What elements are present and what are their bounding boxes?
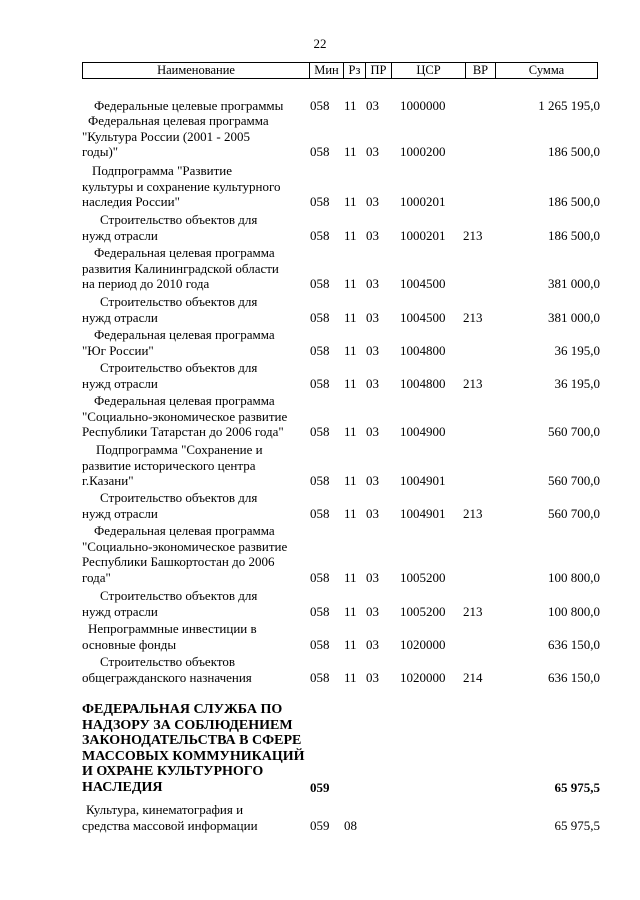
row-min: 058 [310, 603, 330, 619]
row-min: 059 [310, 779, 330, 795]
row-name-line: Культура, кинематография и [86, 802, 244, 817]
row-name-line: ФЕДЕРАЛЬНАЯ СЛУЖБА ПО [82, 702, 283, 717]
row-name-line: Строительство объектов для [100, 588, 258, 603]
row-csr: 1000201 [400, 227, 446, 243]
row-name [82, 523, 300, 585]
row-csr: 1005200 [400, 569, 446, 585]
row-vr: 213 [463, 309, 483, 325]
row-csr: 1000201 [400, 194, 446, 209]
row-pr: 03 [366, 276, 379, 291]
row-rz: 11 [344, 227, 357, 243]
row-name [82, 621, 300, 652]
row-rz: 11 [344, 276, 357, 291]
row-name-line: Федеральная целевая программа [88, 113, 269, 128]
row-name-line: общегражданского назначения [82, 669, 252, 685]
row-sum: 560 700,0 [548, 424, 600, 439]
row-rz: 11 [344, 375, 357, 391]
row-rz: 11 [344, 98, 357, 113]
row-name-line: года" [82, 569, 111, 585]
row-pr: 03 [366, 424, 379, 439]
row-name-line: НАДЗОРУ ЗА СОБЛЮДЕНИЕМ [82, 717, 293, 733]
row-name-line: Строительство объектов для [100, 212, 258, 227]
row-rz: 11 [344, 144, 357, 159]
header-sum: Сумма [495, 63, 597, 78]
row-sum: 36 195,0 [554, 375, 600, 391]
row-name [82, 490, 300, 521]
row-name-line: Подпрограмма "Развитие [92, 163, 233, 178]
row-name-line: Федеральные целевые программы [94, 98, 284, 113]
row-csr: 1000000 [400, 98, 446, 113]
row-sum: 186 500,0 [548, 194, 600, 209]
row-pr: 03 [366, 342, 379, 358]
header-csr: ЦСР [391, 63, 465, 78]
row-min: 058 [310, 194, 330, 209]
row-sum: 636 150,0 [548, 636, 600, 652]
row-pr: 03 [366, 603, 379, 619]
row-sum: 186 500,0 [548, 227, 600, 243]
row-pr: 03 [366, 98, 379, 113]
row-pr: 03 [366, 473, 379, 488]
row-vr: 213 [463, 505, 483, 521]
row-sum: 560 700,0 [548, 473, 600, 488]
row-name [82, 294, 300, 325]
row-name-line: Федеральная целевая программа [94, 327, 275, 342]
row-min: 058 [310, 309, 330, 325]
row-vr: 214 [463, 669, 483, 685]
row-pr: 03 [366, 636, 379, 652]
row-name [82, 654, 300, 685]
row-pr: 03 [366, 569, 379, 585]
row-rz: 11 [344, 194, 357, 209]
row-sum: 36 195,0 [554, 342, 600, 358]
page-number: 22 [313, 36, 327, 51]
row-rz: 11 [344, 309, 357, 325]
row-name [82, 327, 300, 358]
row-min: 058 [310, 424, 330, 439]
row-name [82, 588, 300, 619]
row-name-line: наследия России" [82, 194, 180, 209]
row-csr: 1004901 [400, 505, 446, 521]
header-name: Наименование [157, 63, 235, 77]
row-rz: 11 [344, 424, 357, 439]
row-vr: 213 [463, 227, 483, 243]
header-pr: ПР [365, 63, 391, 78]
row-pr: 03 [366, 505, 379, 521]
row-sum: 381 000,0 [548, 276, 600, 291]
row-rz: 11 [344, 505, 357, 521]
row-name-line: ЗАКОНОДАТЕЛЬСТВА В СФЕРЕ [82, 733, 302, 748]
row-pr: 03 [366, 669, 379, 685]
row-name-line: "Социально-экономическое развитие [82, 538, 288, 554]
row-csr: 1004500 [400, 309, 446, 325]
row-rz: 11 [344, 603, 357, 619]
row-name-line: Федеральная целевая программа [94, 523, 275, 538]
row-name [82, 113, 300, 160]
row-name-line: нужд отрасли [82, 603, 158, 619]
row-sum: 1 265 195,0 [538, 98, 600, 113]
row-csr: 1005200 [400, 603, 446, 619]
row-name [82, 393, 300, 440]
row-min: 058 [310, 144, 330, 159]
row-name-line: Федеральная целевая программа [94, 393, 275, 408]
row-name-line: Подпрограмма "Сохранение и [96, 442, 263, 457]
row-name-line: основные фонды [82, 636, 177, 652]
row-pr: 03 [366, 375, 379, 391]
row-name [82, 245, 300, 292]
row-name-line: Непрограммные инвестиции в [88, 621, 257, 636]
row-pr: 03 [366, 227, 379, 243]
row-min: 058 [310, 505, 330, 521]
row-csr: 1004800 [400, 342, 446, 358]
row-name [82, 212, 300, 243]
row-sum: 560 700,0 [548, 505, 600, 521]
row-name-line: Федеральная целевая программа [94, 245, 275, 260]
row-name-line: Строительство объектов для [100, 360, 258, 375]
row-name-line: г.Казани" [82, 473, 134, 488]
row-pr: 03 [366, 309, 379, 325]
row-rz: 11 [344, 669, 357, 685]
row-min: 058 [310, 636, 330, 652]
row-name-line: нужд отрасли [82, 375, 158, 391]
row-min: 058 [310, 342, 330, 358]
row-min: 058 [310, 98, 330, 113]
row-csr: 1000200 [400, 144, 446, 159]
row-name-line: Республики Татарстан до 2006 года" [82, 424, 284, 439]
header-rz: Рз [343, 63, 365, 78]
row-name-line: нужд отрасли [82, 309, 158, 325]
row-csr: 1020000 [400, 669, 446, 685]
row-name [82, 802, 300, 833]
row-sum: 636 150,0 [548, 669, 600, 685]
row-sum: 100 800,0 [548, 569, 600, 585]
row-rz: 11 [344, 636, 357, 652]
row-vr: 213 [463, 603, 483, 619]
row-min: 059 [310, 817, 330, 833]
row-min: 058 [310, 569, 330, 585]
row-pr: 03 [366, 194, 379, 209]
row-pr: 03 [366, 144, 379, 159]
row-name [82, 98, 300, 114]
row-rz: 11 [344, 473, 357, 488]
row-csr: 1004800 [400, 375, 446, 391]
row-name-line: культуры и сохранение культурного [82, 178, 281, 194]
row-name-line: нужд отрасли [82, 505, 158, 521]
row-csr: 1020000 [400, 636, 446, 652]
row-name-line: развитие исторического центра [82, 457, 256, 473]
row-name [82, 163, 300, 210]
row-sum: 65 975,5 [554, 817, 600, 833]
row-csr: 1004901 [400, 473, 446, 488]
row-name [82, 360, 300, 391]
row-sum: 100 800,0 [548, 603, 600, 619]
row-name-line: Строительство объектов [100, 654, 235, 669]
table-header [82, 62, 598, 79]
row-csr: 1004900 [400, 424, 446, 439]
row-name-line: НАСЛЕДИЯ [82, 779, 163, 795]
row-rz: 11 [344, 569, 357, 585]
row-name-line: "Юг России" [82, 342, 154, 358]
row-rz: 11 [344, 342, 357, 358]
row-name-line: "Социально-экономическое развитие [82, 408, 288, 424]
row-min: 058 [310, 375, 330, 391]
row-min: 058 [310, 276, 330, 291]
row-min: 058 [310, 669, 330, 685]
row-rz: 08 [344, 817, 357, 833]
row-min: 058 [310, 473, 330, 488]
row-name-line: Строительство объектов для [100, 490, 258, 505]
row-sum: 65 975,5 [554, 779, 600, 795]
row-name-line: И ОХРАНЕ КУЛЬТУРНОГО [82, 764, 264, 779]
row-name-line: "Культура России (2001 - 2005 [82, 128, 250, 144]
row-name-line: годы)" [82, 144, 119, 159]
row-vr: 213 [463, 375, 483, 391]
row-min: 058 [310, 227, 330, 243]
row-name [82, 702, 305, 795]
header-vr: ВР [465, 63, 495, 78]
row-name-line: Строительство объектов для [100, 294, 258, 309]
row-sum: 381 000,0 [548, 309, 600, 325]
row-csr: 1004500 [400, 276, 446, 291]
row-name-line: средства массовой информации [82, 817, 258, 833]
row-sum: 186 500,0 [548, 144, 600, 159]
row-name-line: МАССОВЫХ КОММУНИКАЦИЙ [82, 748, 305, 764]
row-name [82, 442, 300, 489]
row-name-line: развития Калининградской области [82, 260, 279, 276]
row-name-line: Республики Башкортостан до 2006 [82, 554, 275, 569]
header-min: Мин [309, 63, 343, 78]
row-name-line: нужд отрасли [82, 227, 158, 243]
row-name-line: на период до 2010 года [82, 276, 210, 291]
